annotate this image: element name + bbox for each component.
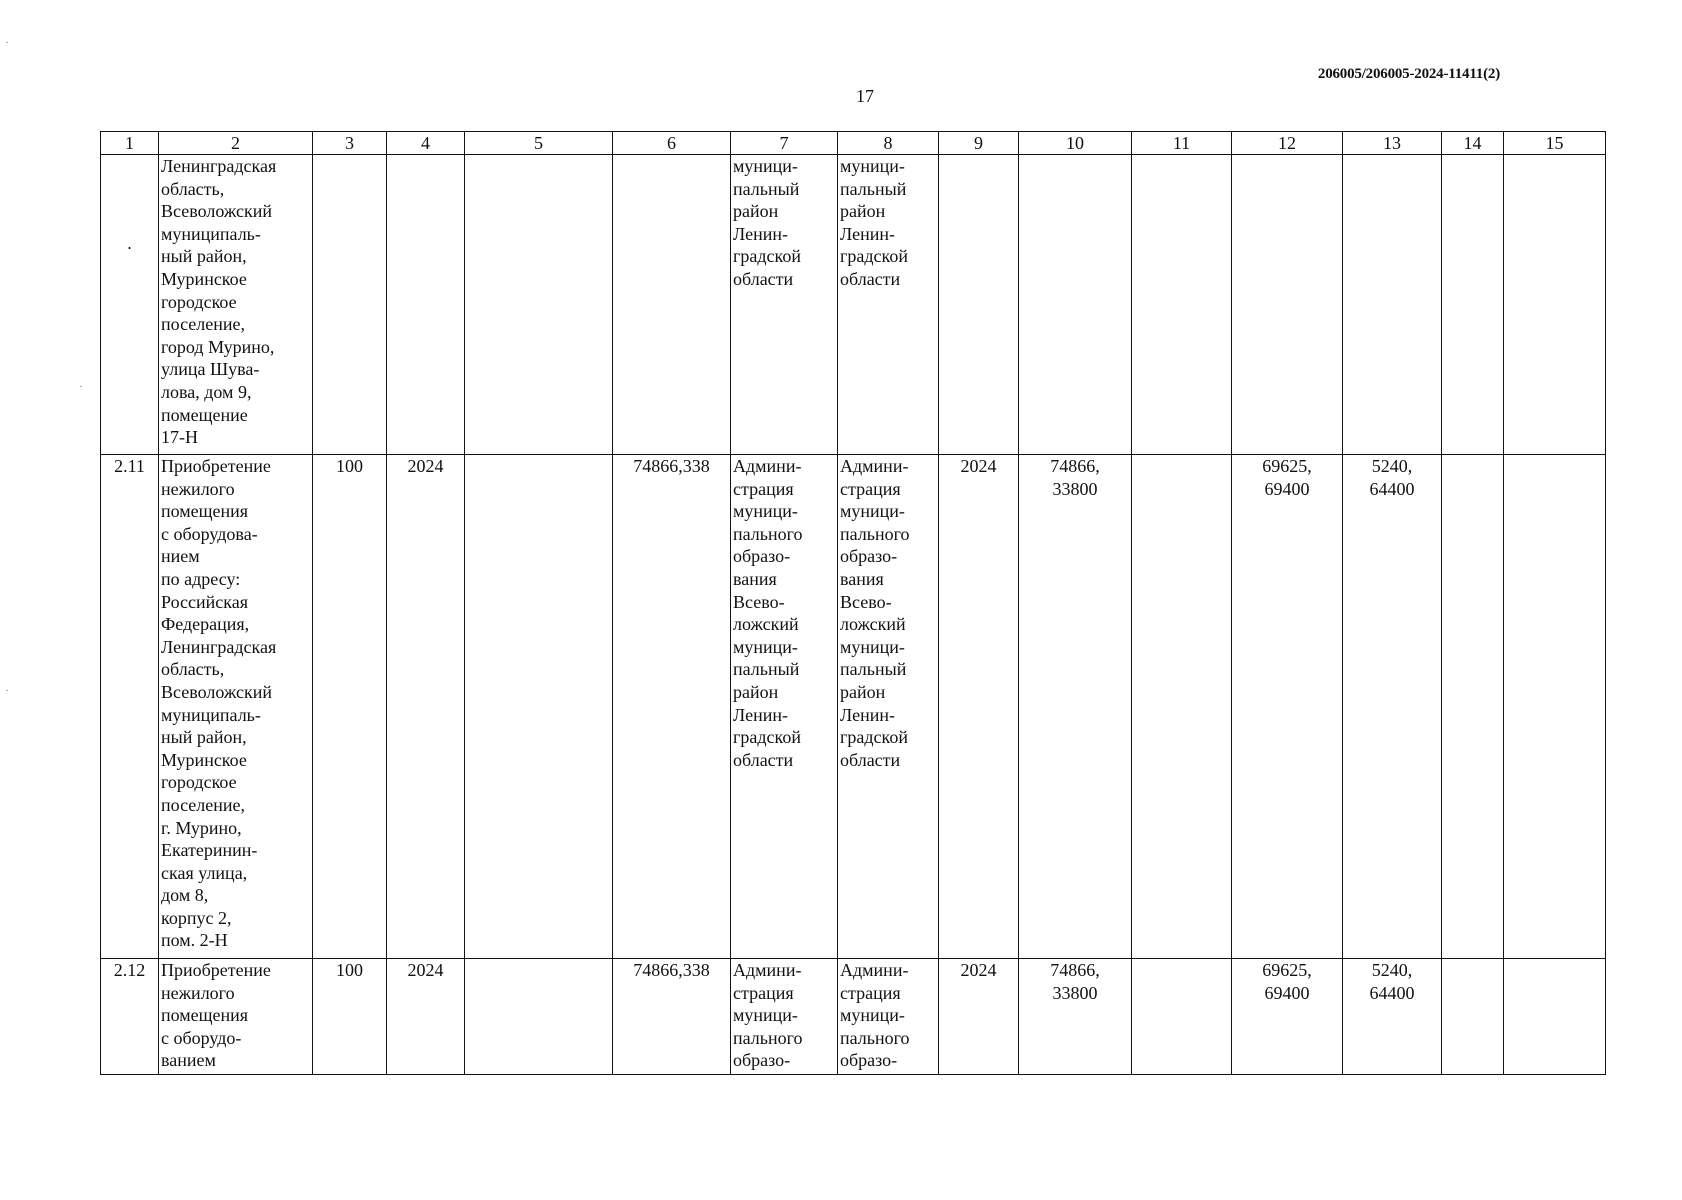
cell-col4: 2024 [387,455,465,959]
cell-col9: 2024 [939,959,1019,1075]
cell-col11 [1132,155,1232,455]
data-table [100,131,1606,1075]
cell-col10 [1019,155,1132,455]
customer-cell: Админи- страция муници- пального образо- [731,959,838,1075]
cell-col12 [1232,155,1343,455]
scan-speck [6,690,8,691]
cell-col11 [1132,455,1232,959]
column-number: 5 [465,132,613,155]
column-number: 4 [387,132,465,155]
column-number: 3 [313,132,387,155]
cell-col12: 69625, 69400 [1232,959,1343,1075]
cell-col15 [1504,455,1606,959]
column-number: 14 [1442,132,1504,155]
cell-col9 [939,155,1019,455]
object-name-cell: Приобретение нежилого помещения с оборудова- нием по адресу: Российская Федерация, Ленинградская область, Всеволожский муниципаль- ный район, Муринское городское поселение, г. Мурино, Екатеринин- ская улица, дом 8, корпус 2, пом. 2-Н [159,455,313,959]
scan-speck [6,42,8,43]
cell-col15 [1504,155,1606,455]
column-number: 6 [613,132,731,155]
cell-col11 [1132,959,1232,1075]
cell-col6: 74866,338 [613,959,731,1075]
cell-col6: 74866,338 [613,455,731,959]
column-number: 12 [1232,132,1343,155]
developer-cell: муници- пальный район Ленин- градской области [838,155,939,455]
column-number: 8 [838,132,939,155]
cell-col13 [1343,155,1442,455]
column-number-row [101,132,1606,155]
cell-col3 [313,155,387,455]
cell-col12: 69625, 69400 [1232,455,1343,959]
page-number: 17 [856,86,874,106]
scan-speck [80,386,82,387]
cell-col14 [1442,455,1504,959]
cell-col4: 2024 [387,959,465,1075]
table-row [101,959,1606,1075]
cell-col5 [465,455,613,959]
object-name-cell: Ленинградская область, Всеволожский муниципаль- ный район, Муринское городское поселение, город Мурино, улица Шува- лова, дом 9, помещение 17-Н [159,155,313,455]
column-number: 11 [1132,132,1232,155]
cell-col5 [465,959,613,1075]
column-number: 10 [1019,132,1132,155]
cell-col6 [613,155,731,455]
cell-col14 [1442,155,1504,455]
object-name-cell: Приобретение нежилого помещения с оборудо- ванием [159,959,313,1075]
cell-col13: 5240, 64400 [1343,959,1442,1075]
column-number: 2 [159,132,313,155]
column-number: 7 [731,132,838,155]
row-marker: · [126,238,133,258]
customer-cell: муници- пальный район Ленин- градской области [731,155,838,455]
row-number-cell [101,155,159,455]
cell-col9: 2024 [939,455,1019,959]
cell-col3: 100 [313,455,387,959]
row-number-cell: 2.11 [101,455,159,959]
cell-col13: 5240, 64400 [1343,455,1442,959]
table-row [101,455,1606,959]
column-number: 1 [101,132,159,155]
cell-col5 [465,155,613,455]
column-number: 9 [939,132,1019,155]
cell-col3: 100 [313,959,387,1075]
table-row [101,155,1606,455]
cell-col15 [1504,959,1606,1075]
cell-col4 [387,155,465,455]
customer-cell: Админи- страция муници- пального образо- вания Всево- ложский муници- пальный район Ленин- градской области [731,455,838,959]
document-id: 206005/206005-2024-11411(2) [1317,66,1500,82]
developer-cell: Админи- страция муници- пального образо- вания Всево- ложский муници- пальный район Ленин- градской области [838,455,939,959]
cell-col14 [1442,959,1504,1075]
column-number: 15 [1504,132,1606,155]
cell-col10: 74866, 33800 [1019,455,1132,959]
developer-cell: Админи- страция муници- пального образо- [838,959,939,1075]
column-number: 13 [1343,132,1442,155]
row-number-cell: 2.12 [101,959,159,1075]
cell-col10: 74866, 33800 [1019,959,1132,1075]
